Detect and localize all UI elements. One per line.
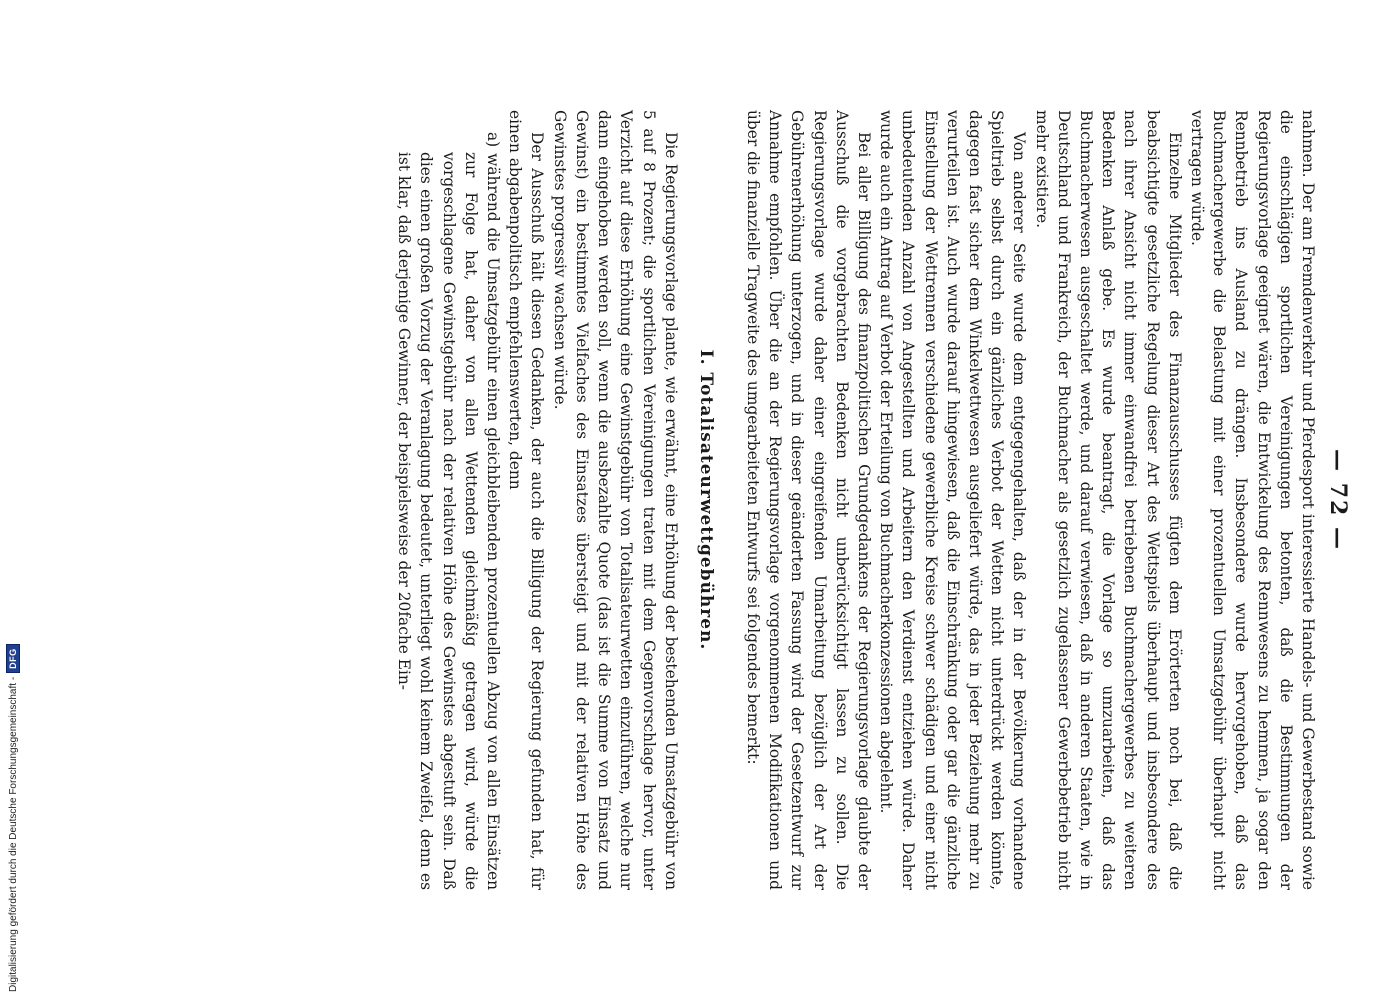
credit-text: Digitalisierung gefördert durch die Deutsche Forschungsgemeinschaft -: [7, 676, 19, 992]
dfg-logo: DFG: [6, 644, 20, 673]
list-item: a) während die Umsatzgebühr einen gleichbleibenden prozentuellen Abzug von allen Einsätzen zur Folge hat, daher von allen Wettenden gleichmäßig getragen wird, würde die vorgeschlagene Gewinstgebühr nach der relativen Höhe des Gewinstes abgestuft sein. Daß dies einen großen Vorzug der Veranlagung bedeutet, unterliegt wohl keinem Zweifel, denn es ist klar, daß derjenige Gewinner, der beispielsweise der 20fache Ein-: [395, 132, 503, 890]
section-paragraph: Der Ausschuß hält diesen Gedanken, der auch die Billigung der Regierung gefunden hat, für einen abgabenpolitisch empfehlenswerten, denn: [506, 110, 547, 890]
section-paragraph: Die Regierungsvorlage plante, wie erwähnt, eine Erhöhung der bestehenden Umsatzgebühr von 5 auf 8 Prozent; die sportlichen Vereinigungen traten mit dem Gegenvorschlage hervor, unter Verzicht auf diese Erhöhung eine Gewinstgebühr von Totalisateurwetten einzuführen, welche nur dann eingehoben werden soll, wenn die ausbezahlte Quote (das ist die Summe von Einsatz und Gewinst) ein bestimmtes Vielfaches des Einsatzes übersteigt und mit der relativen Höhe des Gewinstes progressiv wachsen würde.: [550, 110, 680, 890]
body-paragraph: Von anderer Seite wurde dem entgegengehalten, daß der in der Bevölkerung vorhandene Spieltrieb selbst durch ein gänzliches Verbot der Wetten nicht unterdrückt werden könnte, dagegen fast sicher dem Winkelwettwesen ausgeliefert würde, das in jeder Beziehung mehr zu verurteilen ist. Auch wurde darauf hingewiesen, daß die Einschränkung oder gar die gänzliche Einstellung der Wettrennen verschiedene gewerbliche Kreise schwer schädigen und einer nicht unbedeutenden Anzahl von Angestellten und Arbeitern den Verdienst entziehen würde. Daher wurde auch ein Antrag auf Verbot der Erteilung von Buchmacherkonzessionen abgelehnt.: [877, 110, 1029, 890]
digitization-credit: [2, 592, 24, 992]
body-paragraph: Einzelne Mitglieder des Finanzausschusses fügten dem Erörterten noch bei, daß die beabsichtigte gesetzliche Regelung dieser Art des Wettspiels überhaupt und insbesondere des nach ihrer Ansicht nicht immer einwandfrei betriebenen Buchmachergewerbes zu weiteren Bedenken Anlaß gebe. Es wurde beantragt, die Vorlage so umzuarbeiten, daß das Buchmacherwesen ausgeschaltet werde, und darauf verwiesen, daß in anderen Staaten, wie in Deutschland und Frankreich, der Buchmacher als gesetzlich zugelassener Gewerbebetrieb nicht mehr existiere.: [1032, 110, 1184, 890]
body-paragraph: Bei aller Billigung des finanzpolitischen Grundgedankens der Regierungsvorlage glaubte der Ausschuß die vorgebrachten Bedenken nicht unberücksichtigt lassen zu sollen. Die Regierungsvorlage wurde daher einer eingreifenden Umarbeitung bezüglich der Art der Gebührenerhöhung unterzogen, und in dieser geänderten Fassung wird der Gesetzentwurf zur Annahme empfohlen. Über die an der Regierungsvorlage vorgenommenen Modifikationen und über die finanzielle Tragweite des umgearbeiteten Entwurfs sei folgendes bemerkt:: [743, 110, 873, 890]
page-number: — 72 —: [1325, 449, 1351, 551]
section-heading: I. Totalisateurwettgebühren.: [695, 349, 716, 651]
body-paragraph: nahmen. Der am Fremdenverkehr und Pferdesport interessierte Handels- und Gewerbestand sowie die einschlägigen sportlichen Vereinigungen betonten, daß die Bestimmungen der Regierungsvorlage geeignet wären, die Entwickelung des Rennwesens zu hemmen, ja sogar den Rennbetrieb ins Ausland zu drängen. Insbesondere wurde hervorgehoben, daß das Buchmachergewerbe die Belastung mit einer prozentuellen Umsatzgebühr überhaupt nicht vertragen würde.: [1187, 110, 1317, 890]
